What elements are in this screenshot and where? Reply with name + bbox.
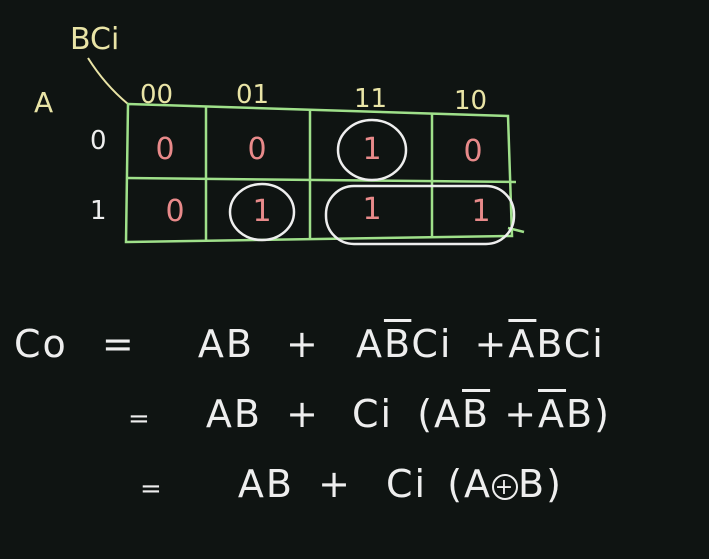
eq3-rparen: ): [546, 462, 563, 506]
col-header-11: 11: [354, 84, 388, 114]
eq1-term3-abar: $\overline{A}$: [508, 322, 537, 366]
eq3-plus-1: +: [318, 462, 352, 506]
equation-line-3: [140, 462, 563, 506]
cell-a1-10: 1: [471, 194, 491, 229]
eq3-a: A: [464, 462, 493, 506]
col-header-01: 01: [236, 80, 270, 110]
kmap-corner-diagonal: [88, 58, 128, 104]
row-header-1: 1: [90, 196, 107, 226]
eq3-ci: Ci: [386, 462, 428, 506]
xor-symbol: +: [492, 474, 518, 500]
eq1-equals: =: [101, 322, 136, 366]
eq2-ci: Ci: [352, 392, 394, 436]
eq3-equals: =: [140, 474, 164, 504]
eq2-abar: $\overline{A}$: [538, 392, 567, 436]
eq3-lparen: (: [447, 462, 465, 506]
equation-line-2: [128, 392, 611, 436]
eq1-lhs: Co: [14, 322, 68, 366]
eq2-rparen: ): [594, 392, 611, 436]
cell-a0-10: 0: [463, 134, 483, 169]
eq1-term2-bbar: $\overline{B}$: [383, 322, 412, 366]
eq2-equals: =: [128, 404, 152, 434]
eq2-a: A: [434, 392, 463, 436]
cell-a0-00: 0: [155, 132, 175, 167]
eq3-term-ab: AB: [237, 462, 294, 506]
col-variable-label: BCi: [70, 22, 120, 57]
eq2-plus-2: +: [504, 392, 539, 436]
eq2-lparen: (: [417, 392, 435, 436]
row-header-0: 0: [90, 126, 107, 156]
col-header-00: 00: [140, 80, 174, 110]
eq3-b: B: [518, 462, 547, 506]
eq2-plus-1: +: [286, 392, 320, 436]
cell-a1-00: 0: [165, 194, 185, 229]
eq1-term3-bci: BCi: [536, 322, 605, 366]
cell-a1-11: 1: [362, 192, 382, 227]
eq1-term-ab: AB: [197, 322, 254, 366]
kmap-row-divider: [126, 178, 516, 182]
cell-a1-01: 1: [252, 194, 272, 229]
row-variable-label: A: [34, 86, 54, 119]
col-header-10: 10: [454, 86, 488, 116]
eq2-term-ab: AB: [205, 392, 262, 436]
eq1-term2-a: A: [355, 322, 384, 366]
equation-line-1: [14, 322, 605, 366]
eq1-plus-2: +: [474, 322, 509, 366]
cell-a0-11: 1: [362, 132, 382, 167]
eq1-plus-1: +: [286, 322, 320, 366]
cell-a0-01: 0: [247, 132, 267, 167]
eq1-term2-ci: Ci: [411, 322, 453, 366]
eq2-b: B: [566, 392, 595, 436]
eq2-bbar: $\overline{B}$: [462, 392, 491, 436]
